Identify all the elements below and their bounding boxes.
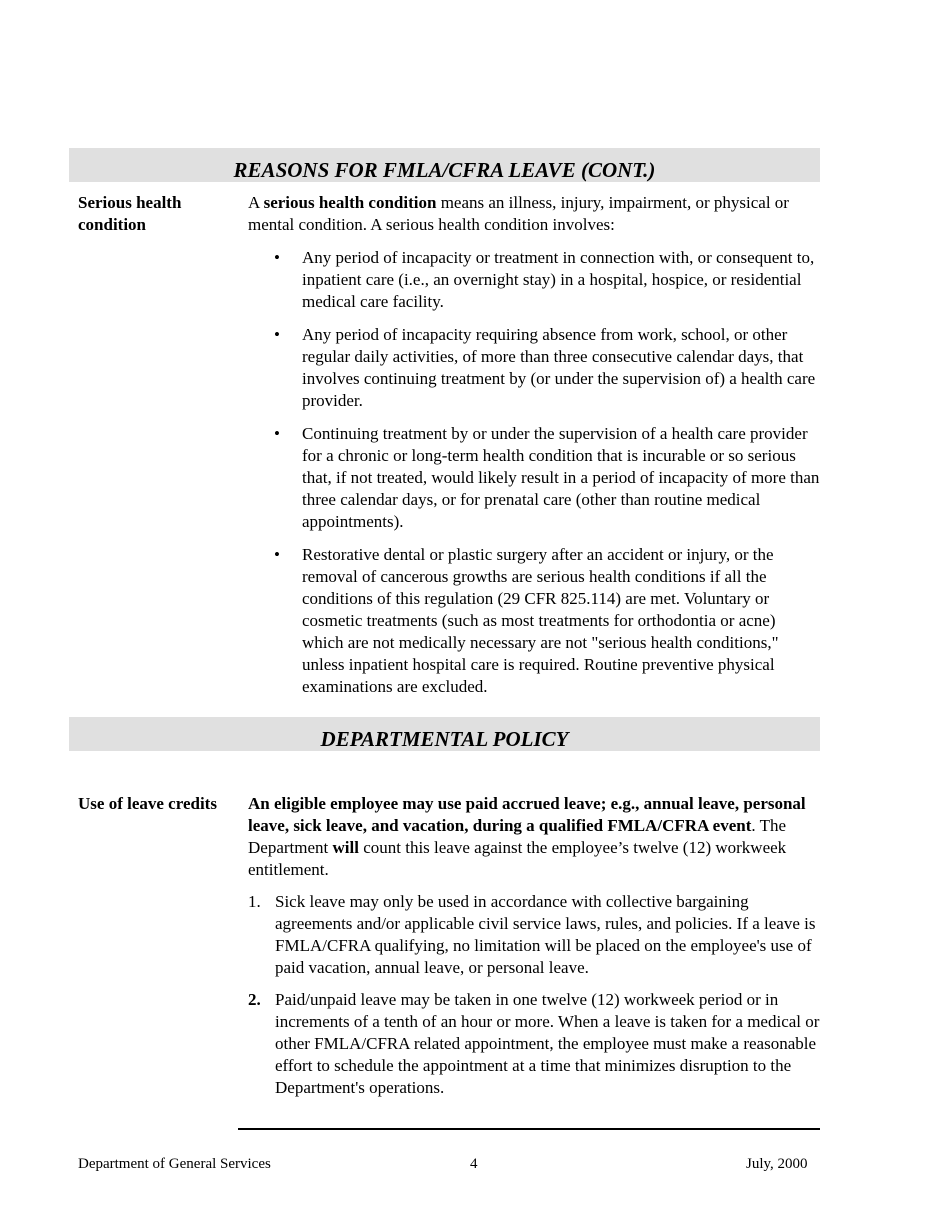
bullet-icon: • — [274, 424, 280, 443]
policy-bold-will: will — [332, 838, 359, 857]
policy-text-mid: . The Department — [248, 816, 787, 857]
section-title: REASONS FOR FMLA/CFRA LEAVE (CONT.) — [233, 158, 656, 182]
bullet-icon: • — [274, 325, 280, 344]
list-item-text: Restorative dental or plastic surgery after an accident or injury, or the removal of cancerous growths are serious health conditions if all the conditions of this regulation (29 CFR 825.114) are met. Voluntary or cosmetic treatments (such as most treatments for orthodontia or acne) which are not medically necessary are not "serious health conditions," unless inpatient hospital care is required. Routine preventive physical examinations are excluded. — [302, 545, 779, 696]
section-heading-departmental-policy — [69, 717, 820, 751]
list-item-text: Sick leave may only be used in accordance with collective bargaining agreements and/or applicable civil service laws, rules, and policies. If a leave is FMLA/CFRA qualifying, no limitation will be placed on the employee's use of paid vacation, annual leave, or personal leave. — [275, 892, 816, 977]
footer-date: July, 2000 — [746, 1156, 808, 1172]
numbered-list — [248, 891, 820, 1099]
footer-divider — [238, 1128, 820, 1130]
policy-text-rest: count this leave against the employee’s twelve (12) workweek entitlement. — [248, 838, 787, 879]
list-item-text: Any period of incapacity or treatment in connection with, or consequent to, inpatient care (i.e., an overnight stay) in a hospital, hospice, or residential medical care facility. — [302, 248, 815, 311]
policy-intro-paragraph — [248, 793, 820, 881]
side-label-serious-health-condition: Serious health condition — [78, 193, 182, 234]
use-of-leave-credits-body — [248, 793, 820, 1099]
list-item — [248, 891, 820, 979]
list-item-number: 2. — [248, 990, 261, 1009]
list-item — [248, 423, 820, 533]
bullet-list — [248, 247, 820, 698]
bullet-icon: • — [274, 248, 280, 267]
serious-health-condition-body — [248, 192, 820, 698]
list-item — [248, 989, 820, 1099]
bullet-icon: • — [274, 545, 280, 564]
side-label-use-of-leave-credits: Use of leave credits — [78, 794, 217, 813]
list-item — [248, 544, 820, 698]
section-heading-reasons — [69, 148, 820, 182]
policy-bold-text: An eligible employee may use paid accrued leave; e.g., annual leave, personal leave, sick leave, and vacation, during a qualified FMLA/CFRA event — [248, 794, 806, 835]
list-item — [248, 324, 820, 412]
list-item — [248, 247, 820, 313]
list-item-text: Paid/unpaid leave may be taken in one twelve (12) workweek period or in increments of a tenth of an hour or more. When a leave is taken for a medical or other FMLA/CFRA related appointment, the employee must make a reasonable effort to schedule the appointment at a time that minimizes disruption to the Department's operations. — [275, 990, 820, 1097]
intro-bold-term: serious health condition — [263, 193, 437, 212]
list-item-number: 1. — [248, 892, 261, 911]
footer-department: Department of General Services — [78, 1156, 271, 1172]
intro-text-a: A — [248, 193, 264, 212]
section-title: DEPARTMENTAL POLICY — [320, 727, 569, 751]
footer-page-number: 4 — [470, 1156, 478, 1172]
intro-text-rest: means an illness, injury, impairment, or physical or mental condition. A serious health condition involves: — [248, 193, 789, 234]
list-item-text: Any period of incapacity requiring absence from work, school, or other regular daily activities, of more than three consecutive calendar days, that involves continuing treatment by (or under the supervision of) a health care provider. — [302, 325, 816, 410]
intro-paragraph — [248, 192, 820, 236]
list-item-text: Continuing treatment by or under the supervision of a health care provider for a chronic or long-term health condition that is incurable or so serious that, if not treated, would likely result in a period of incapacity of more than three calendar days, or for prenatal care (other than routine medical appointments). — [302, 424, 820, 531]
